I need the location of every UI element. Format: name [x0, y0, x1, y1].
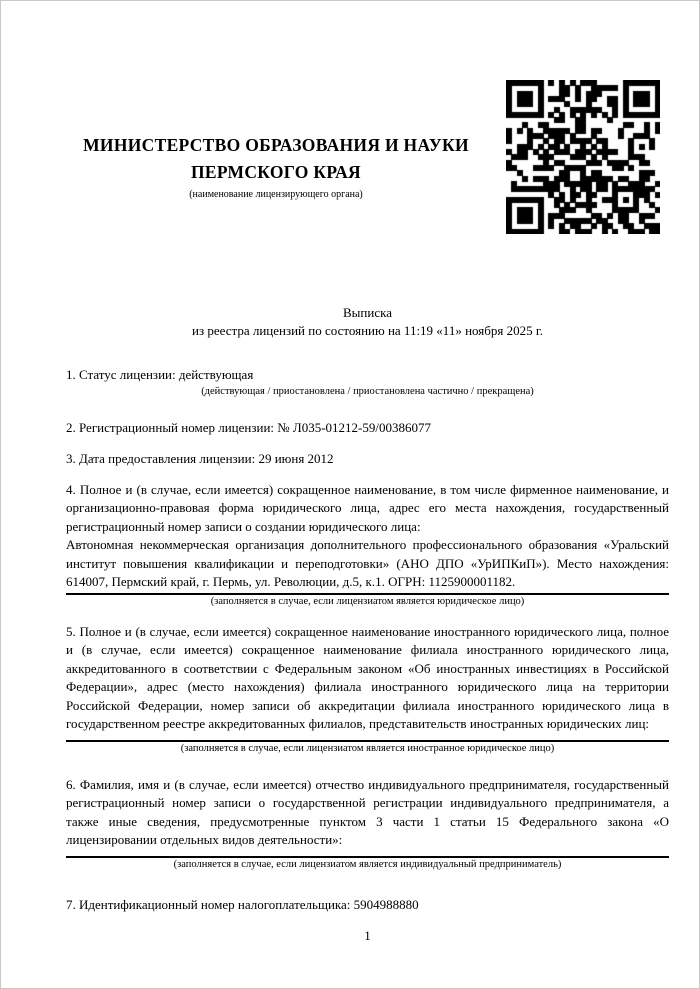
qr-code-image: [506, 80, 660, 234]
qr-code: [506, 80, 660, 234]
field-foreign-entity-label: 5. Полное и (в случае, если имеется) сокращенное наименование иностранного юридического лица, полное и (в случае, если имеется) сокращенное наименование филиала иностранного юридического лица, аккредитованного в соответствии с Федеральным законом «Об иностранных инвестициях в Российской Федерации», адрес (место нахождения) филиала иностранного юридического лица на территории Российской Федерации, номер записи об аккредитации филиала иностранного юридического лица в государственном реестре аккредитованных филиалов, представительств иностранных юридических лиц:: [66, 623, 669, 731]
field-entrepreneur-note: (заполняется в случае, если лицензиатом является индивидуальный предприниматель): [173, 858, 562, 870]
field-legal-entity-note: (заполняется в случае, если лицензиатом является юридическое лицо): [210, 595, 525, 607]
ministry-name-line1: МИНИСТЕРСТВО ОБРАЗОВАНИЯ И НАУКИ: [83, 135, 469, 155]
document-title: [66, 304, 669, 339]
field-license-status: 1. Статус лицензии: действующая: [66, 367, 254, 382]
document-title-line2: из реестра лицензий по состоянию на 11:19 «11» ноября 2025 г.: [192, 322, 543, 338]
field-registration-number: 2. Регистрационный номер лицензии: № Л035-01212-59/00386077: [66, 419, 432, 435]
document-body: [66, 366, 669, 914]
ministry-caption: (наименование лицензирующего органа): [189, 189, 363, 200]
ministry-name-line2: ПЕРМСКОГО КРАЯ: [191, 162, 361, 182]
field-entrepreneur-label: 6. Фамилия, имя и (в случае, если имеется) отчество индивидуального предпринимателя, государственный регистрационный номер записи о государственной регистрации индивидуального предпринимателя, а также иные сведения, предусмотренные пунктом 3 части 1 статьи 15 Федерального закона «О лицензировании отдельных видов деятельности»:: [66, 776, 669, 847]
field-license-status-note: (действующая / приостановлена / приостановлена частично / прекращена): [201, 385, 534, 397]
document-title-line1: Выписка: [343, 305, 392, 320]
field-legal-entity-value: Автономная некоммерческая организация дополнительного профессионального образования «Уральский институт повышения квалификации и переподготовки» (АНО ДПО «УрИПКиП»). Место нахождения: 614007, Пермский край, г. Пермь, ул. Революции, д.5, к.1. ОГРН: 1125900001182.: [66, 537, 669, 589]
field-grant-date: 3. Дата предоставления лицензии: 29 июня 2012: [66, 451, 334, 466]
field-foreign-entity-note: (заполняется в случае, если лицензиатом является иностранное юридическое лицо): [180, 742, 555, 754]
licensing-authority-header: [66, 132, 486, 201]
page-number: 1: [364, 928, 371, 943]
field-taxpayer-number: 7. Идентификационный номер налогоплательщика: 5904988880: [66, 896, 419, 912]
field-legal-entity-label: 4. Полное и (в случае, если имеется) сокращенное наименование, в том числе фирменное наименование, и организационно-правовая форма юридического лица, адрес его места нахождения, государственный регистрационный номер записи о создании юридического лица:: [66, 481, 669, 534]
